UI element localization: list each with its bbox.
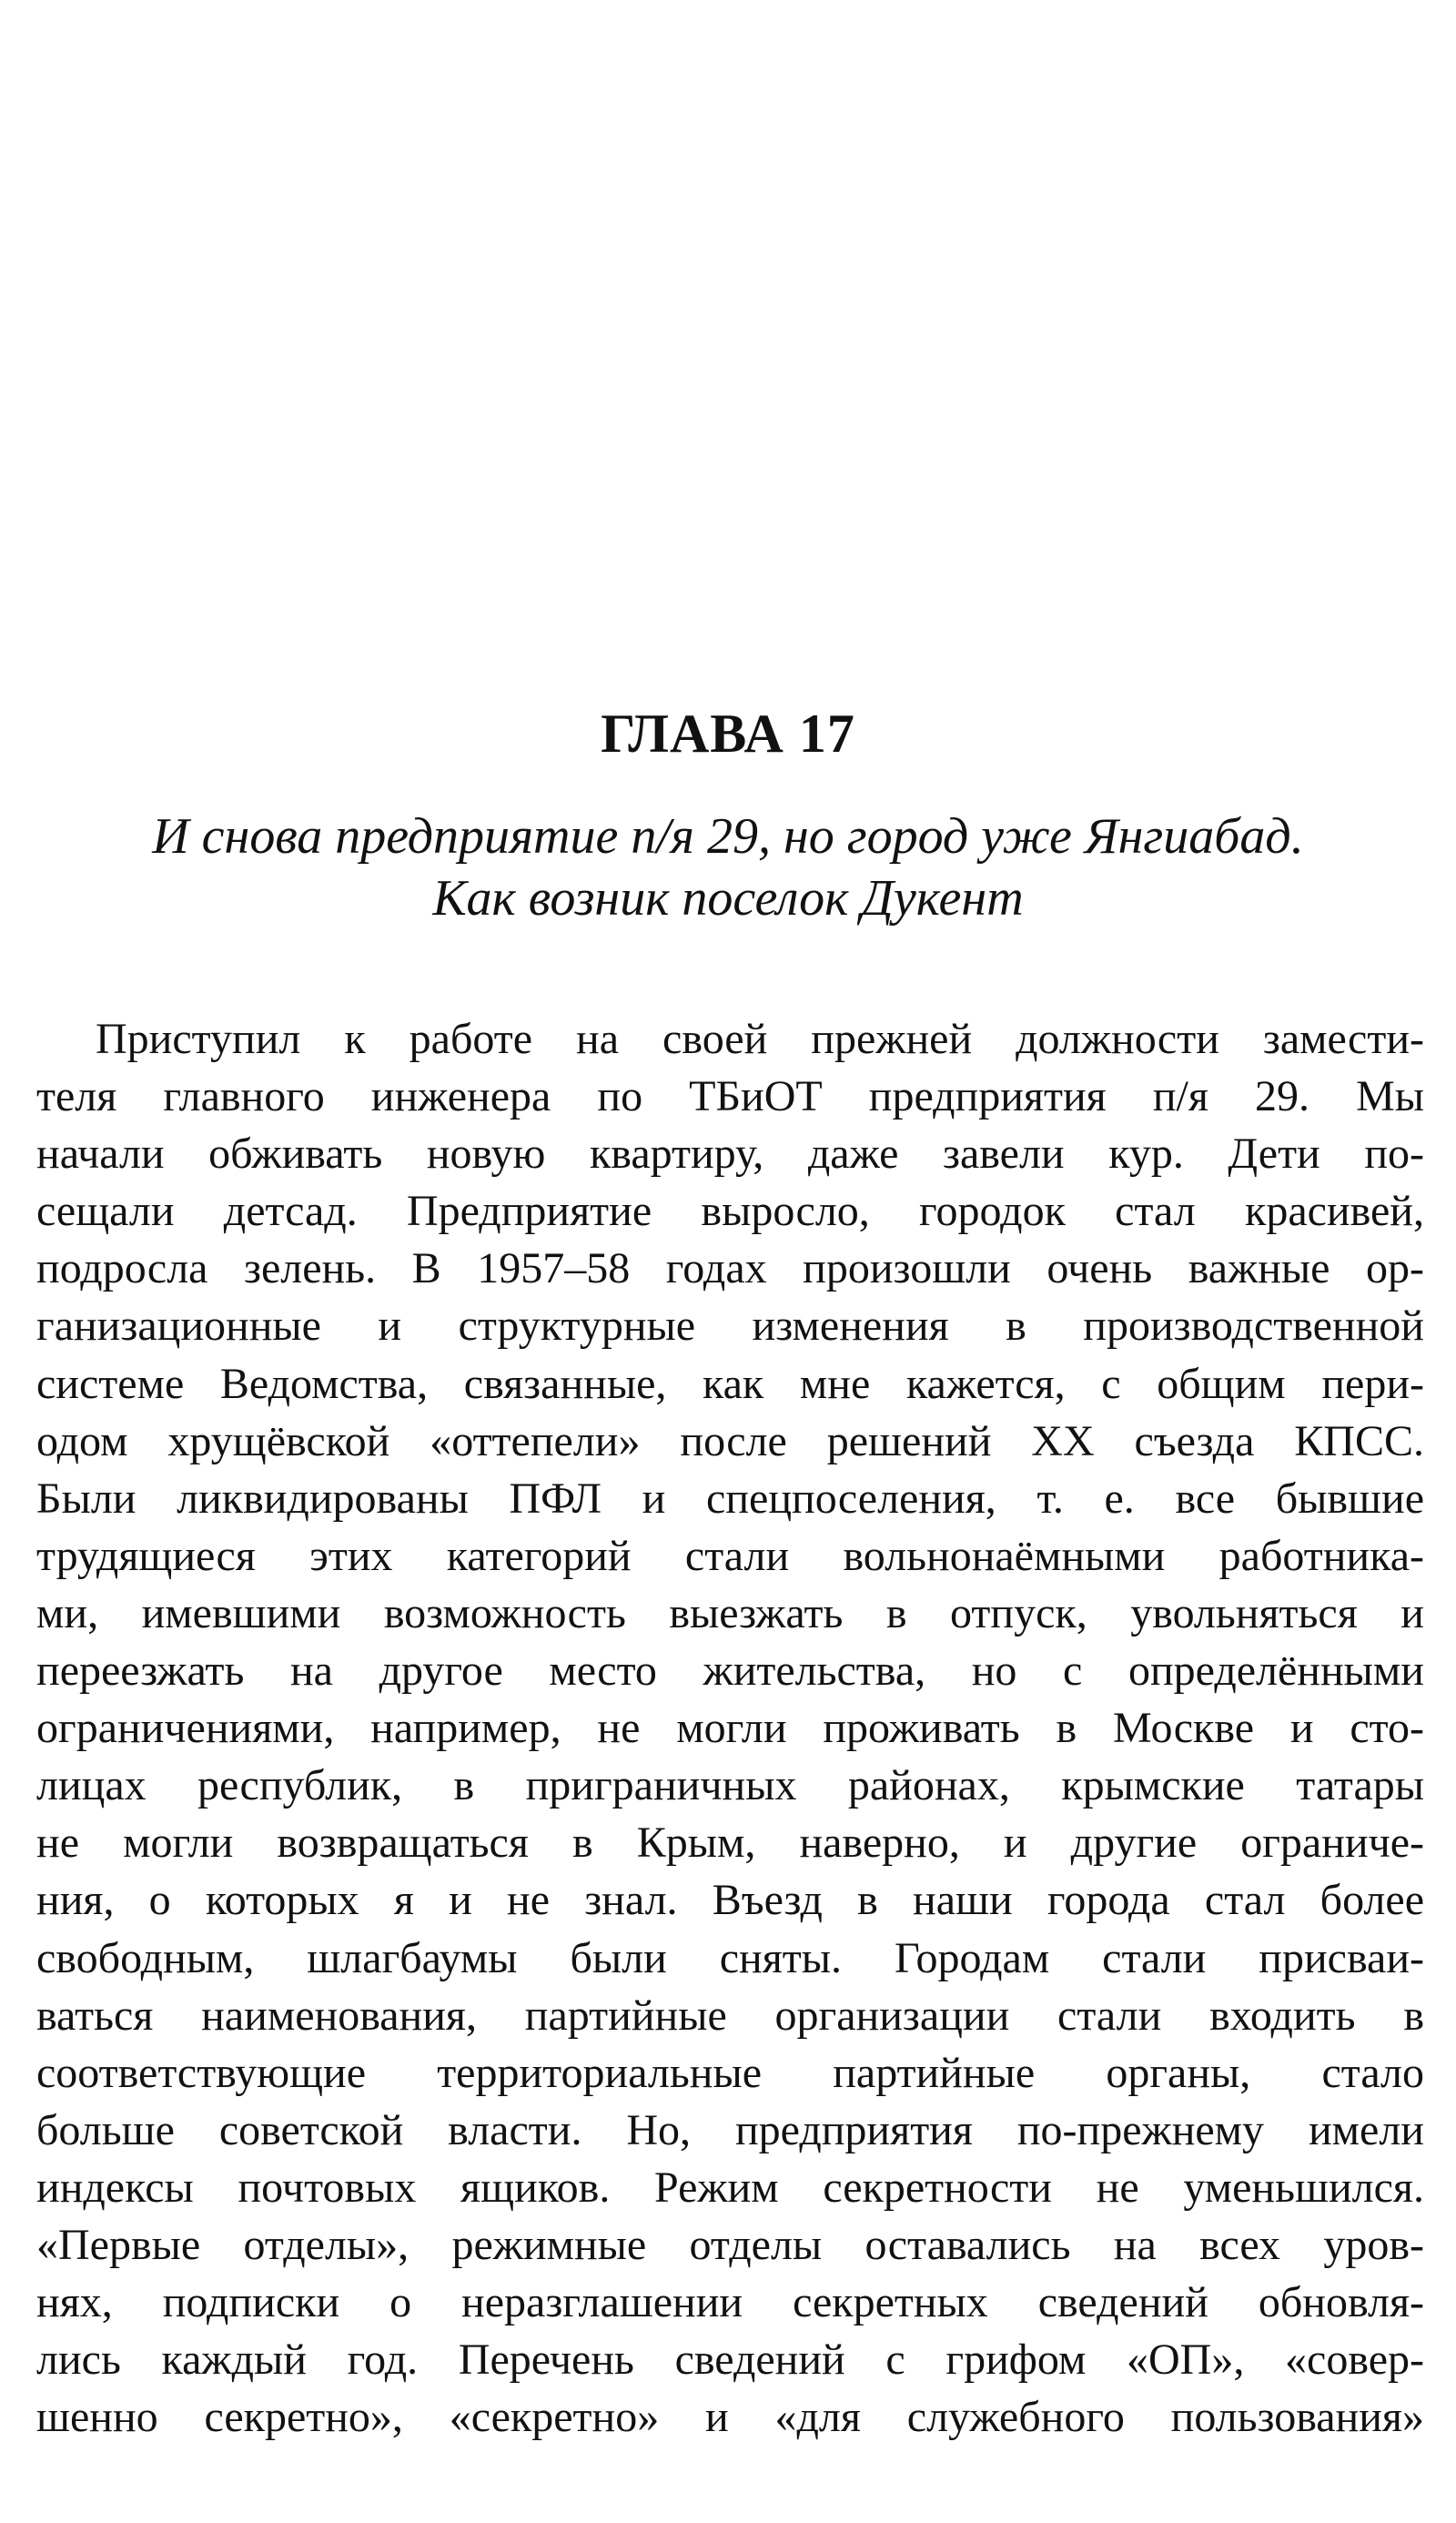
chapter-subtitle: [0, 806, 1456, 929]
text-line: ограничениями, например, не могли проживать в Москве и сто-: [36, 1704, 1424, 1753]
text-line: больше советской власти. Но, предприятия по-прежнему имели: [36, 2105, 1424, 2154]
text-line: Приступил к работе на своей прежней должности замести-: [96, 1015, 1424, 1063]
text-line: шенно секретно», «секретно» и «для служебного пользования»: [36, 2393, 1424, 2442]
text-line: индексы почтовых ящиков. Режим секретности не уменьшился.: [36, 2163, 1424, 2212]
text-line: ганизационные и структурные изменения в производственной: [36, 1302, 1424, 1351]
text-line: переезжать на другое место жительства, но с определёнными: [36, 1647, 1424, 1696]
text-line: теля главного инженера по ТБиОТ предприятия п/я 29. Мы: [36, 1072, 1424, 1121]
text-line: сещали детсад. Предприятие выросло, городок стал красивей,: [36, 1187, 1424, 1236]
text-line: лицах республик, в приграничных районах, крымские татары: [36, 1761, 1424, 1810]
text-line: подросла зелень. В 1957–58 годах произошли очень важные ор-: [36, 1244, 1424, 1293]
text-line: ми, имевшими возможность выезжать в отпуск, увольняться и: [36, 1588, 1424, 1637]
text-line: ваться наименования, партийные организации стали входить в: [36, 1991, 1424, 2040]
subtitle-line: И снова предприятие п/я 29, но город уже Янгиабад.: [152, 808, 1304, 865]
text-line: начали обживать новую квартиру, даже завели кур. Дети по-: [36, 1130, 1424, 1179]
text-line: одом хрущёвской «оттепели» после решений XX съезда КПСС.: [36, 1416, 1424, 1465]
chapter-heading: ГЛАВА 17: [601, 704, 855, 764]
text-line: не могли возвращаться в Крым, наверно, и другие ограниче-: [36, 1819, 1424, 1868]
subtitle-line: Как возник поселок Дукент: [432, 870, 1024, 927]
text-line: соответствующие территориальные партийные органы, стало: [36, 2048, 1424, 2097]
text-line: ния, о которых я и не знал. Въезд в наши города стал более: [36, 1876, 1424, 1925]
text-line: нях, подписки о неразглашении секретных сведений обновля-: [36, 2278, 1424, 2327]
text-line: Были ликвидированы ПФЛ и спецпоселения, т. е. все бывшие: [36, 1474, 1424, 1523]
text-line: «Первые отделы», режимные отделы оставались на всех уров-: [36, 2220, 1424, 2269]
text-line: лись каждый год. Перечень сведений с грифом «ОП», «совер-: [36, 2336, 1424, 2385]
body-paragraph: [36, 1010, 1424, 2446]
text-line: трудящиеся этих категорий стали вольнонаёмными работника-: [36, 1531, 1424, 1580]
text-line: свободным, шлагбаумы были сняты. Городам стали присваи-: [36, 1933, 1424, 1982]
text-line: системе Ведомства, связанные, как мне кажется, с общим пери-: [36, 1359, 1424, 1408]
